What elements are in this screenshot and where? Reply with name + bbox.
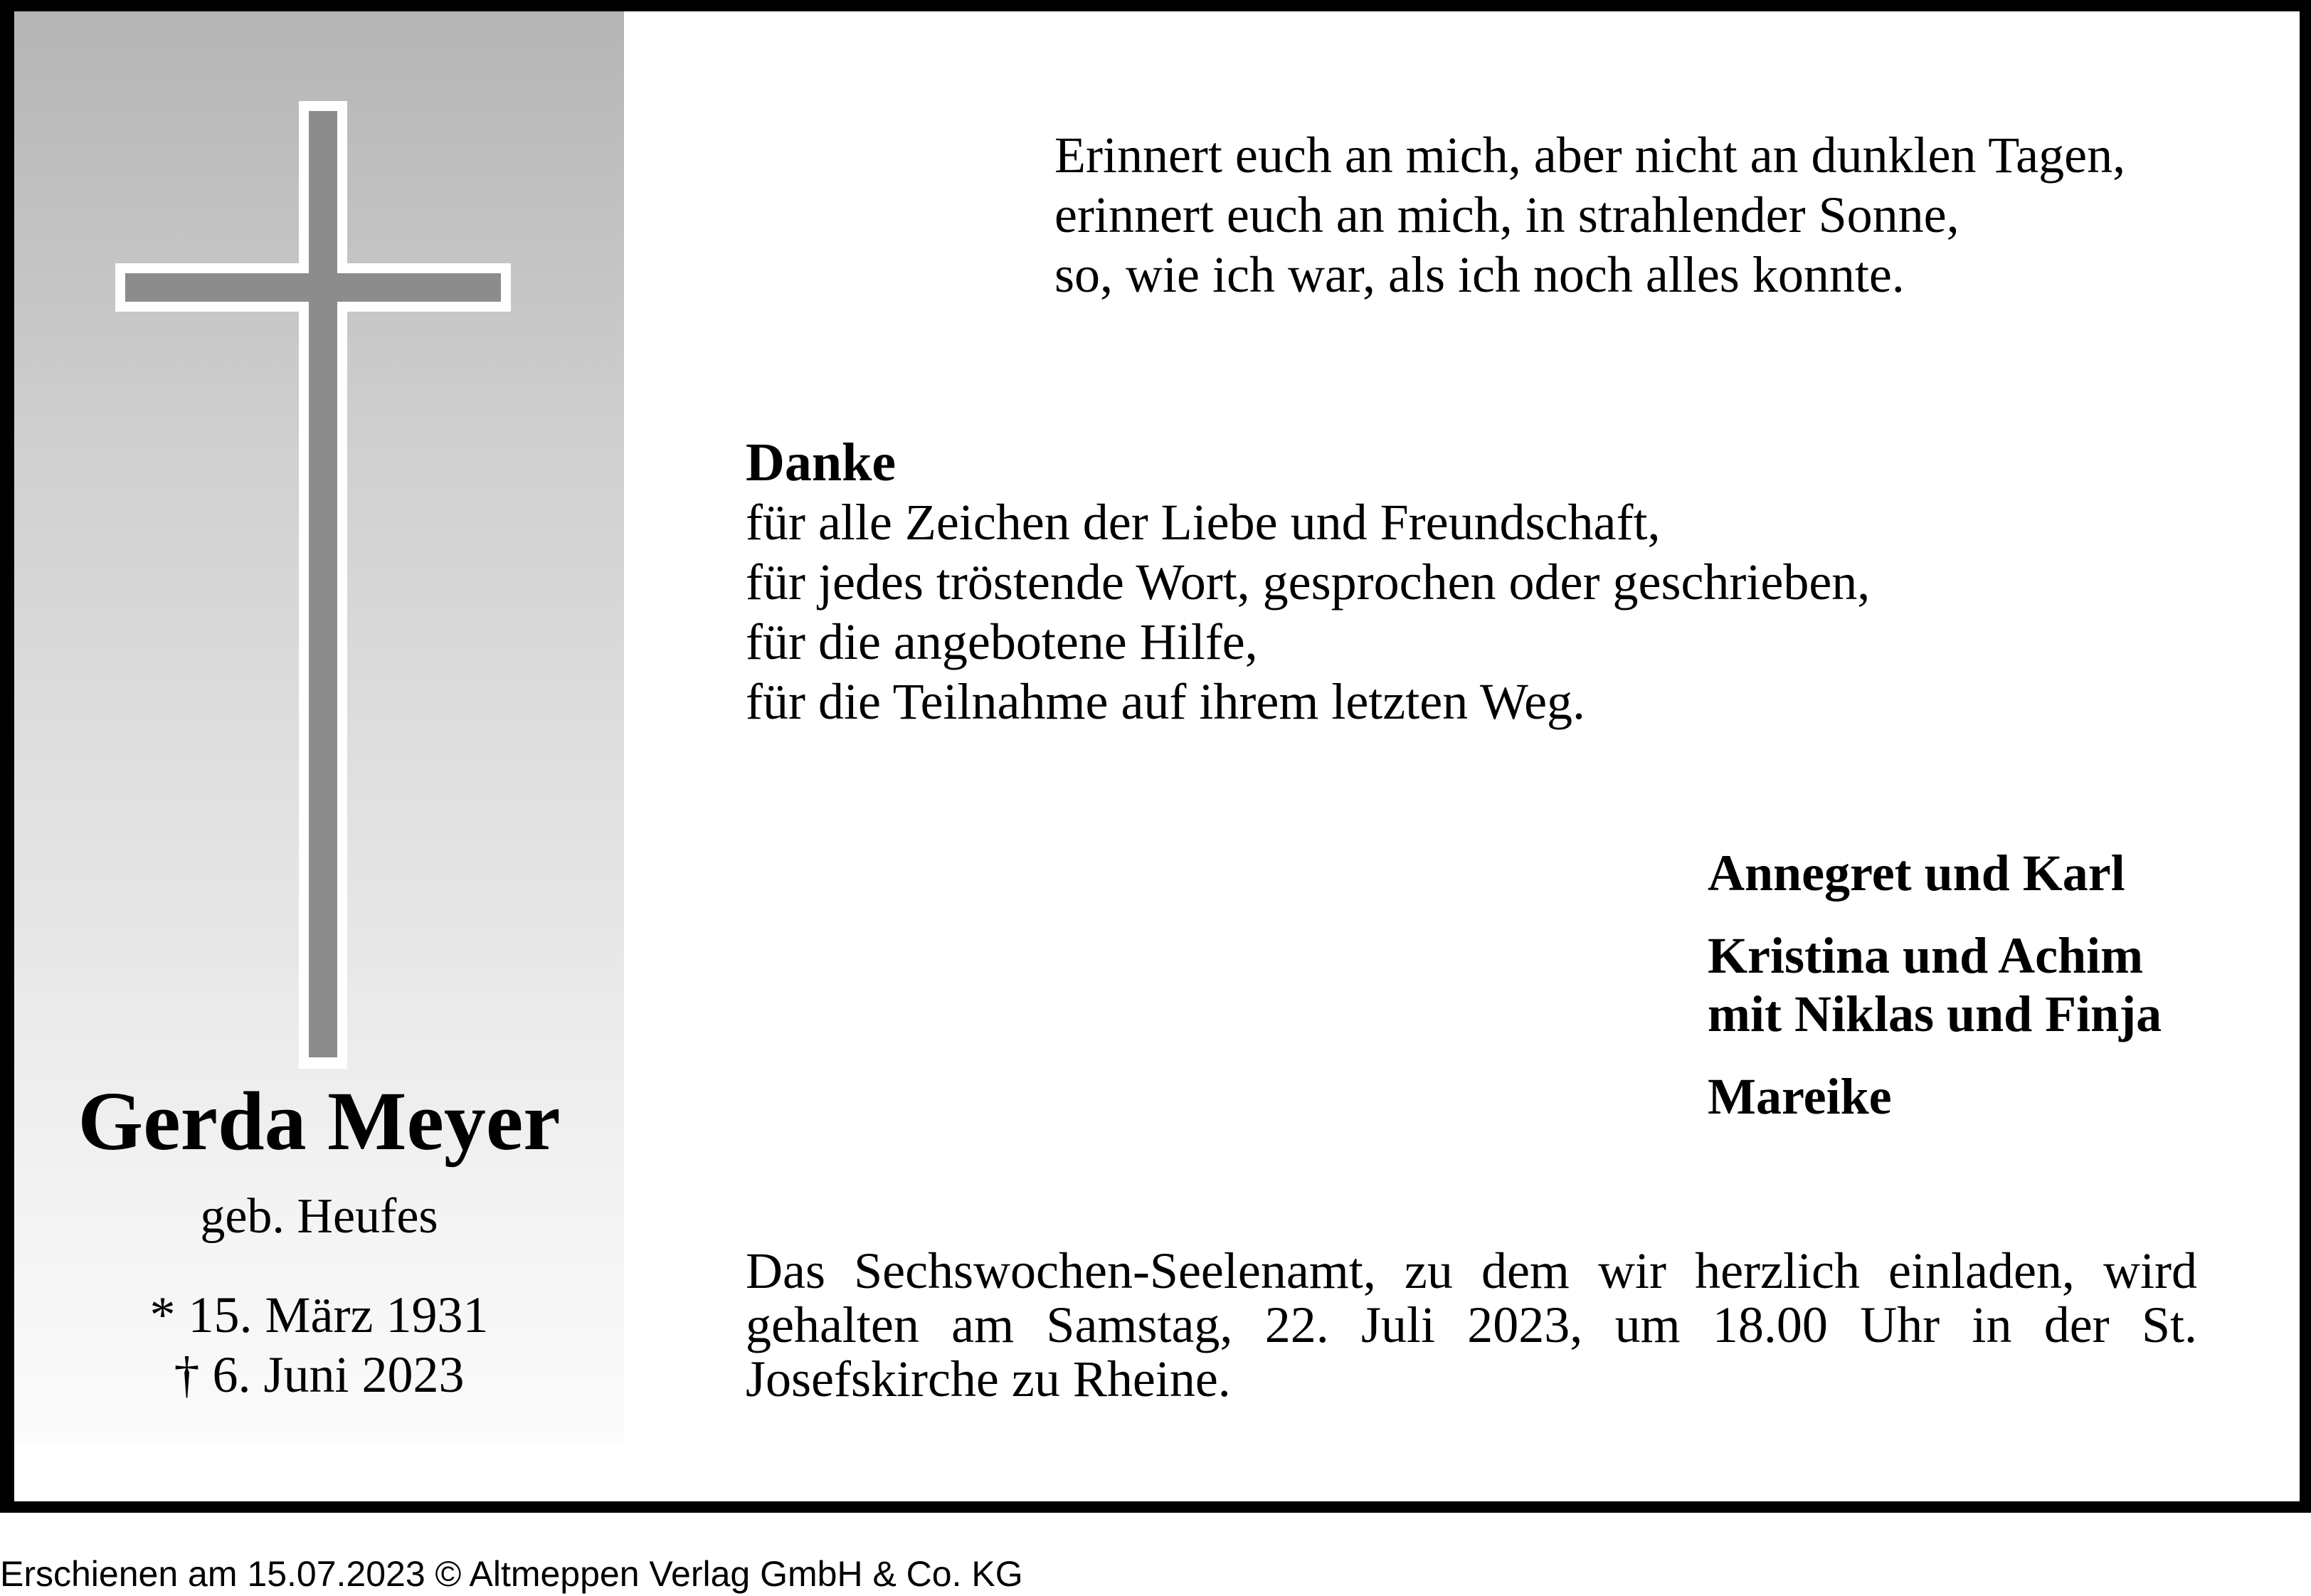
mourner-name: Kristina und Achim (1708, 927, 2144, 984)
deceased-name: Gerda Meyer (78, 1074, 561, 1168)
memorial-side-panel (14, 11, 624, 1443)
thanks-line: für die Teilnahme auf ihrem letzten Weg. (746, 673, 1586, 730)
poem-line: Erinnert euch an mich, aber nicht an dunklen Tagen, (1054, 127, 2126, 184)
poem-line: erinnert euch an mich, in strahlender Sonne, (1054, 186, 1960, 243)
thanks-line: für jedes tröstende Wort, gesprochen oder geschrieben, (746, 554, 1871, 611)
life-dates (14, 1285, 624, 1405)
cross-beam-horizontal (125, 273, 501, 302)
mourner-name: Mareike (1708, 1068, 1892, 1125)
cross-beam-vertical (309, 111, 337, 1057)
birth-date: * 15. März 1931 (149, 1286, 489, 1343)
thanks-heading: Danke (746, 433, 897, 492)
maiden-name: geb. Heufes (200, 1189, 438, 1244)
publication-footer: Erschienen am 15.07.2023 © Altmeppen Verlag GmbH & Co. KG (0, 1554, 1023, 1594)
mourner-group (1708, 926, 2162, 1043)
mourners-list (1708, 844, 2162, 1150)
mourner-group (1708, 1067, 2162, 1126)
mass-notice: Das Sechswochen-Seelenamt, zu dem wir herzlich einladen, wird gehalten am Samstag, 22. Juli 2023, um 18.00 Uhr in der St. Josefskirche zu Rheine. (746, 1242, 2197, 1407)
thanks-line: für die angebotene Hilfe, (746, 613, 1258, 670)
poem-line: so, wie ich war, als ich noch alles konnte. (1054, 246, 1905, 303)
mourner-name: Annegret und Karl (1708, 845, 2125, 902)
thanks-section (746, 433, 1870, 731)
mourner-name: mit Niklas und Finja (1708, 985, 2162, 1042)
death-date: † 6. Juni 2023 (174, 1346, 465, 1403)
mourner-group (1708, 844, 2162, 902)
latin-cross-icon (115, 101, 511, 1069)
thanks-line: für alle Zeichen der Liebe und Freundschaft, (746, 494, 1661, 551)
memorial-poem (1054, 125, 2125, 305)
